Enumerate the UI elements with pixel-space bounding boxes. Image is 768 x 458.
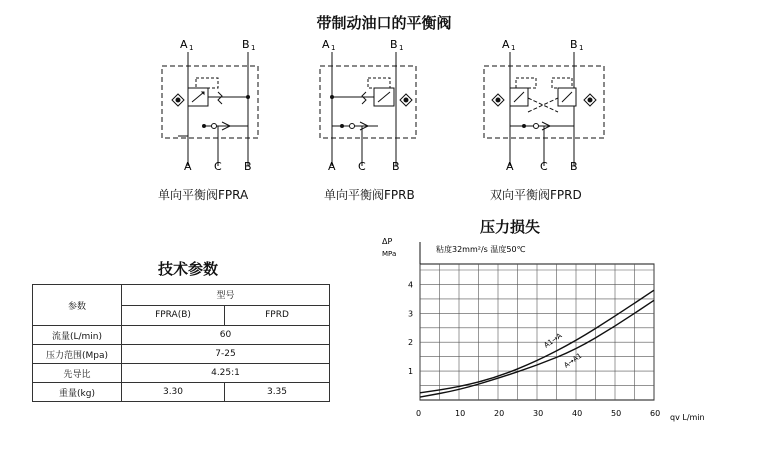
schematic-caption-fpra: 单向平衡阀FPRA [158, 188, 249, 202]
port-b1-sub: 1 [579, 44, 584, 52]
x-tick-label: 10 [455, 409, 466, 418]
port-a1-sub: 1 [331, 44, 336, 52]
row-value: 3.30 [122, 383, 225, 402]
schematic-fpra [150, 36, 270, 172]
schematic-caption-fprd: 双向平衡阀FPRD [490, 188, 582, 202]
table-row [33, 326, 330, 345]
x-tick-label: 0 [416, 409, 422, 418]
schematic-fprb [312, 36, 432, 172]
row-value: 4.25:1 [122, 364, 330, 383]
row-value: 3.35 [225, 383, 330, 402]
y-tick-label: 4 [408, 280, 414, 290]
table-row [33, 364, 330, 383]
row-label: 重量(kg) [33, 383, 122, 402]
spec-table [32, 284, 330, 402]
port-c-label: C [214, 160, 222, 172]
port-b1-label: B [570, 38, 578, 51]
port-b-label: B [244, 160, 252, 172]
spec-title: 技术参数 [158, 260, 219, 278]
y-axis-label-top: ΔP [382, 237, 393, 246]
chart-title: 压力损失 [480, 218, 541, 236]
x-tick-label: 50 [611, 409, 622, 418]
port-c-label: C [540, 160, 548, 172]
port-a1-label: A [502, 38, 510, 51]
port-b-label: B [392, 160, 400, 172]
port-a-label: A [184, 160, 192, 172]
pressure-loss-chart [380, 232, 760, 432]
y-tick-label: 2 [408, 338, 414, 348]
row-label: 先导比 [33, 364, 122, 383]
curve-label-a-a1: A→A1 [562, 351, 584, 370]
table-row [33, 285, 330, 306]
chart-ticks [408, 280, 660, 418]
x-tick-label: 40 [572, 409, 583, 418]
port-b1-sub: 1 [399, 44, 404, 52]
port-a-label: A [328, 160, 336, 172]
row-label: 压力范围(Mpa) [33, 345, 122, 364]
port-b1-label: B [242, 38, 250, 51]
table-row [33, 383, 330, 402]
param-header: 参数 [33, 285, 122, 326]
row-value: 60 [122, 326, 330, 345]
chart-annotation: 粘度32mm²/s 温度50℃ [436, 245, 526, 254]
page-title: 带制动油口的平衡阀 [316, 14, 452, 32]
row-label: 流量(L/min) [33, 326, 122, 345]
y-tick-label: 3 [408, 309, 414, 319]
x-tick-label: 30 [533, 409, 544, 418]
schematic-caption-fprb: 单向平衡阀FPRB [324, 188, 415, 202]
table-row [33, 345, 330, 364]
row-value: 7-25 [122, 345, 330, 364]
port-a1-label: A [322, 38, 330, 51]
curve-label-a1-a: A1→A [542, 331, 564, 350]
port-a1-label: A [180, 38, 188, 51]
port-a1-sub: 1 [189, 44, 194, 52]
x-tick-label: 20 [494, 409, 505, 418]
schematic-fprd [478, 36, 610, 172]
y-tick-label: 1 [408, 367, 414, 377]
chart-grid [420, 242, 654, 400]
model-header: 型号 [122, 285, 330, 306]
port-a1-sub: 1 [511, 44, 516, 52]
port-a-label: A [506, 160, 514, 172]
port-b1-sub: 1 [251, 44, 256, 52]
port-b1-label: B [390, 38, 398, 51]
x-axis-label: qv L/min [670, 413, 705, 422]
port-b-label: B [570, 160, 578, 172]
model-fprd: FPRD [225, 305, 330, 326]
y-axis-label-unit: MPa [382, 250, 397, 258]
port-c-label: C [358, 160, 366, 172]
model-fpra-b: FPRA(B) [122, 305, 225, 326]
x-tick-label: 60 [650, 409, 661, 418]
